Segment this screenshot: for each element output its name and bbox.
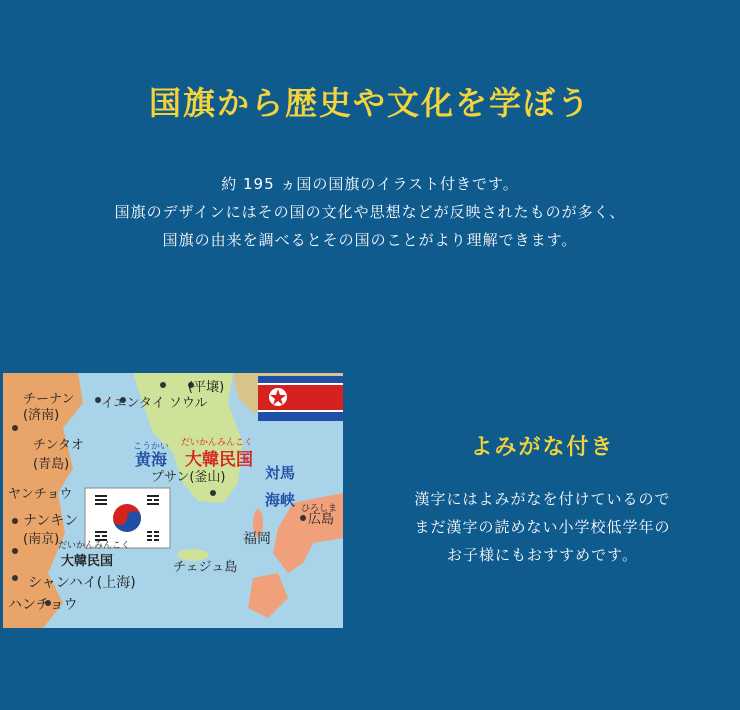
feature-line: お子様にもおすすめです。 xyxy=(447,546,638,564)
map-label-jeju: チェジュ島 xyxy=(173,560,238,575)
intro-line: 約 195 ヵ国の国旗のイラスト付きです。 xyxy=(221,175,519,193)
map-label-hangzhou: ハンチョウ xyxy=(8,597,78,613)
atlas-map-illustration xyxy=(3,373,343,628)
map-label-qingdao-kanji: (青島) xyxy=(33,457,70,472)
page-title: 国旗から歴史や文化を学ぼう xyxy=(148,84,591,122)
map-label-hiroshima: 広島 xyxy=(308,512,335,527)
atlas-map-image xyxy=(3,373,343,628)
map-label-korea2: 大韓民国 xyxy=(61,554,114,569)
intro-line: 国旗のデザインにはその国の文化や思想などが反映されたものが多く、 xyxy=(114,203,626,221)
map-label-shanghai: シャンハイ(上海) xyxy=(28,575,136,591)
south-korea-flag xyxy=(85,488,170,548)
intro-text xyxy=(0,170,740,254)
map-label-nanjing-kanji: (南京) xyxy=(23,532,60,547)
map-label-qingdao: チンタオ xyxy=(33,438,84,453)
map-label-tianjin: チーナン xyxy=(23,392,75,407)
map-label-busan: プサン(釜山) xyxy=(151,470,226,485)
feature-line: まだ漢字の読めない小学校低学年の xyxy=(414,518,671,536)
intro-line: 国旗の由来を調べるとその国のことがより理解できます。 xyxy=(162,231,578,249)
map-label-seoul: イエンタイ ソウル xyxy=(101,396,208,411)
map-label-fukuoka: 福岡 xyxy=(243,531,271,547)
map-label-korea2-kana: だいかんみんこく xyxy=(58,541,131,551)
north-korea-flag xyxy=(258,376,343,421)
map-label-korea: 大韓民国 xyxy=(185,450,253,470)
feature-description xyxy=(345,485,740,569)
map-label-tsushima-kaikyo: 海峡 xyxy=(265,491,296,509)
map-label-korea-kana: だいかんみんこく xyxy=(181,438,254,448)
map-label-yellow-sea: 黄海 xyxy=(135,450,168,469)
map-label-jinan: (済南) xyxy=(23,408,60,423)
map-label-pyongyang: (平壌) xyxy=(188,380,225,395)
map-label-tsushima: 対馬 xyxy=(265,464,296,482)
map-label-hiroshima-kana: ひろしま xyxy=(301,504,338,514)
map-label-nanjing: ナンキン xyxy=(23,513,79,529)
map-label-yellow-sea-kana: こうかい xyxy=(133,442,170,452)
feature-line: 漢字にはよみがなを付けているので xyxy=(414,490,671,508)
feature-title: よみがな付き xyxy=(470,435,615,460)
map-label-yangzhou: ヤンチョウ xyxy=(8,487,73,502)
